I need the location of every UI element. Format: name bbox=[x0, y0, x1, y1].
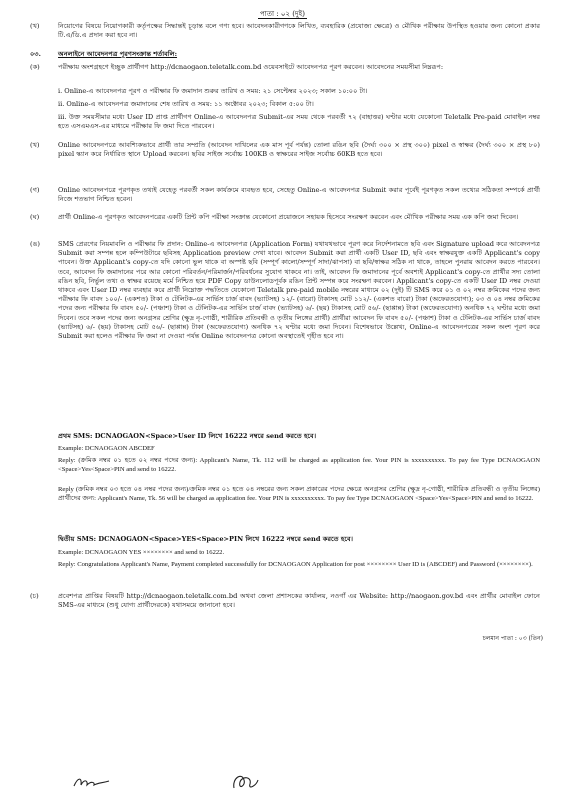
clause-ka bbox=[30, 63, 540, 72]
clause-text: নিয়োগের বিষয়ে নিয়োগকারী কর্তৃপক্ষের সিদ্ধান্তই চূড়ান্ত বলে গণ্য হবে। আবেদনকারীগণকে লিখিত, ব্যবহারিক (প্রযোজ্য ক্ষেত্রে) ও মৌখিক পরীক্ষায় উপস্থিত হওয়ার জন্য কোনো প্রকার টি.এ/ডি.এ প্রদান করা হবে না। bbox=[58, 22, 540, 40]
deadline-start: i. Online-এ আবেদনপত্র পূরণ ও পরীক্ষার ফি জমাদান শুরুর তারিখ ও সময়: ২১ সেপ্টেম্বর ২০২৩; সকাল ১০:০০ টা। bbox=[58, 87, 368, 95]
clause-gha: (ঘ) প্রার্থী Online-এ পূরণকৃত আবেদনপত্রের একটি প্রিন্ট কপি পরীক্ষা সংক্রান্ত যেকোনো প্রয়োজনে সহায়ক হিসেবে সংরক্ষণ করবেন এবং মৌখিক পরীক্ষার সময় এক কপি জমা দিবেন। bbox=[30, 213, 519, 221]
section-title: অনলাইনে আবেদনপত্র পূরণসংক্রান্ত শর্তাবলি: bbox=[58, 50, 178, 58]
sms1-example: Example: DCNAOGAON ABCDEF bbox=[58, 445, 155, 452]
clause-cha: (চ) প্রবেশপত্র প্রাপ্তির বিষয়টি http://dcnaogaon.teletalk.com.bd অথবা জেলা প্রশাসকের কার্যালয়, নওগাঁ এর Website: http://naogaon.gov.bd এবং প্রার্থীর মোবাইল ফোনে SMS-এর মাধ্যমে (শুধু যোগ্য প্রার্থীদেরকে) যথাসময়ে জানানো হবে। bbox=[30, 592, 540, 610]
section-number: ০৩. bbox=[30, 50, 41, 58]
sms2-example: Example: DCNAOGAON YES ×××××××× and send to 16222. bbox=[58, 549, 225, 556]
clause-kha bbox=[30, 22, 540, 40]
sms1-reply-a: Reply: (ক্রমিক নম্বর ০১ হতে ০২ নম্বর পদের জন্য): Applicant's Name, Tk. 112 will be charged as application fee. Your PIN is xxxxxxxxxx. To pay fee Type DCNAOGAON <Space>Yes<Space>PIN and send to 16222. bbox=[58, 457, 540, 474]
page-number: পাতা : ০২ (দুই) bbox=[260, 10, 305, 18]
sms1-title: প্রথম SMS: DCNAOGAON<Space>User ID লিখে 16222 নম্বরে send করতে হবে। bbox=[58, 432, 317, 440]
sms1-reply-b: Reply (ক্রমিক নম্বর ০৩ হতে ০৪ নম্বর পদের জন্য)/ক্রমিক নম্বর ০১ হতে ০৪ নম্বরের জন্য সকল প্রকারের পদের ক্ষেত্রে অনগ্রসর শ্রেণির (ক্ষুদ্র নৃ-গোষ্ঠী, শারীরিক প্রতিবন্ধী ও তৃতীয় লিঙ্গের) প্রার্থীদের জন্য: Applicant's Name, Tk. 56 will be charged as application fee. Your PIN is xxxxxxxxxx. To pay fee Type DCNAOGAON <Space>Yes<Space>PIN and send to 16222. bbox=[58, 486, 540, 503]
clause-text: পরীক্ষায় অংশগ্রহণে ইচ্ছুক প্রার্থীগণ http://dcnaogaon.teletalk.com.bd ওয়েবসাইটে আবেদনপত্র পূরণ করবেন। আবেদনের সময়সীমা নিম্নরূপ: bbox=[58, 63, 444, 71]
clause-label: (খ) bbox=[30, 22, 40, 30]
deadline-fee: iii. উক্ত সময়সীমার মধ্যে User ID প্রাপ্ত প্রার্থীগণ Online-এ আবেদনপত্র Submit-এর সময় থেকে পরবর্তী ৭২ (বাহাত্তর) ঘণ্টার মধ্যে যেকোনো Teletalk Pre-paid মোবাইল নম্বর হতে এসএমএস-এর মাধ্যমে পরীক্ষার ফি জমা দিতে পারবেন। bbox=[58, 113, 540, 131]
clause-umo: (ঙ) SMS প্রেরণের নিয়মাবলি ও পরীক্ষার ফি প্রদান: Online-এ আবেদনপত্র (Application Form) যথাযথভাবে পূরণ করে নির্দেশনামতে ছবি এবং Signature upload করে আবেদনপত্র Submit করা সম্পন্ন হলে কম্পিউটারে ছবিসহ Application preview দেখা যাবে। আবেদন Submit করা প্রার্থী একটি User ID, ছবি এবং স্বাক্ষরযুক্ত একটি Applicant's copy পাবেন। উক্ত Applicant's copy-তে যদি কোনো ভুল থাকে বা অস্পষ্ট ছবি (সম্পূর্ণ কালো/সম্পূর্ণ সাদা/ঝাপসা) বা ছবি/স্বাক্ষর সঠিক না থাকে, তাহলে পুনরায় আবেদন করতে পারবেন। তবে, আবেদন ফি জমাদানের পরে আর কোনো পরিবর্তন/পরিমার্জন/পরিবর্ধনের সুযোগ থাকবে না। তাই, আবেদন ফি জমাদানের পূর্বে অবশ্যই Applicant's copy-তে প্রার্থীর সদ্য তোলা রঙিন ছবি, নির্ভুল তথ্য ও স্বাক্ষর রয়েছে মর্মে নিশ্চিত হয়ে PDF Copy ডাউনলোডপূর্বক রঙিন প্রিন্ট সম্পন্ন করে সংরক্ষণ করবেন। Applicant's copy-তে একটি User ID নম্বর দেওয়া থাকবে এবং User ID নম্বর ব্যবহার করে প্রার্থী নিম্নোক্ত পদ্ধতিতে যেকোনো Teletalk pre-paid mobile নম্বরের মাধ্যমে ০২ (দুই) টি SMS করে ০১ ও ০২ নম্বর ক্রমিকের পদের জন্য পরীক্ষার ফি বাবদ ১০০/- (একশত) টাকা ও টেলিটক-এর সার্ভিস চার্জ বাবদ (ভ্যাটসহ) ১২/- (বারো) টাকাসহ মোট ১১২/- (একশত বারো) টাকা (অফেরতযোগ্য); ০৩ ও ০৪ নম্বর ক্রমিকের পদের জন্য পরীক্ষার ফি বাবদ ৫০/- (পঞ্চাশ) টাকা ও টেলিটক-এর সার্ভিস চার্জ বাবদ (ভ্যাটসহ) ৬/- (ছয়) টাকাসহ মোট ৫৬/- (ছাপ্পান্ন) টাকা (অফেরতযোগ্য) অনধিক ৭২ ঘণ্টার মধ্যে জমা দিবেন। তবে সকল পদের জন্য অনগ্রসর শ্রেণির (ক্ষুদ্র নৃ-গোষ্ঠী, শারীরিক প্রতিবন্ধী ও তৃতীয় লিঙ্গের প্রার্থী) প্রার্থীরা আবেদন ফি বাবদ ৫০/- (পঞ্চাশ) টাকা ও টেলিটক-এর সার্ভিস চার্জ বাবদ (ভ্যাটসহ) ৬/- (ছয়) টাকাসহ মোট ৫৬/- (ছাপ্পান্ন) টাকা (অফেরতযোগ্য) অনধিক ৭২ ঘণ্টার মধ্যে জমা দিবেন। বিশেষভাবে উল্লেখ্য, Online-এ আবেদনপত্রের সকল অংশ পূরণ করে Submit করা হলেও পরীক্ষার ফি জমা না দেওয়া পর্যন্ত Online আবেদনপত্র কোনো অবস্থাতেই গৃহীত হবে না। bbox=[30, 240, 540, 341]
signature-center bbox=[228, 770, 262, 794]
clause-kha-2: (খ) Online আবেদনপত্রে আবশ্যিকভাবে প্রার্থী তার সম্প্রতি (আবেদন দাখিলের এক মাস পূর্ব পর্যন্ত) তোলা রঙিন ছবি (দৈর্ঘ্য ৩০০ × প্রস্থ ৩০০) pixel ও স্বাক্ষর (দৈর্ঘ্য ৩০০ × প্রস্থ ৮০) pixel স্ক্যান করে নির্ধারিত স্থানে Upload করবেন। ছবির সাইজ সর্বোচ্চ 100KB ও স্বাক্ষরের সাইজ সর্বোচ্চ 60KB হতে হবে। bbox=[30, 141, 540, 159]
sms2-title: দ্বিতীয় SMS: DCNAOGAON<Space>YES<Space>PIN লিখে 16222 নম্বরে send করতে হবে। bbox=[58, 535, 353, 543]
section-heading bbox=[30, 50, 540, 59]
sms2-reply: Reply: Congratulations Applicant's Name, Payment completed successfully for DCNAOGAON Application for post ×××××××× User ID is (ABCDEF) and Password (××××××××). bbox=[58, 561, 533, 568]
deadline-end: ii. Online-এ আবেদনপত্র জমাদানের শেষ তারিখ ও সময়: ১১ অক্টোবর ২০২৩; বিকাল ৫:০০ টা। bbox=[58, 100, 314, 108]
signature-left bbox=[72, 773, 112, 791]
clause-label: (ক) bbox=[30, 63, 40, 71]
continue-note: চলমান পাতা : ০৩ (তিন) bbox=[482, 635, 543, 642]
clause-ga: (গ) Online আবেদনপত্রে পূরণকৃত তথ্যই যেহেতু পরবর্তী সকল কার্যক্রমে ব্যবহৃত হবে, সেহেতু Online-এ আবেদনপত্র Submit করার পূর্বেই পূরণকৃত সকল তথ্যের সঠিকতা সম্পর্কে প্রার্থী নিজে শতভাগ নিশ্চিত হবেন। bbox=[30, 186, 540, 204]
